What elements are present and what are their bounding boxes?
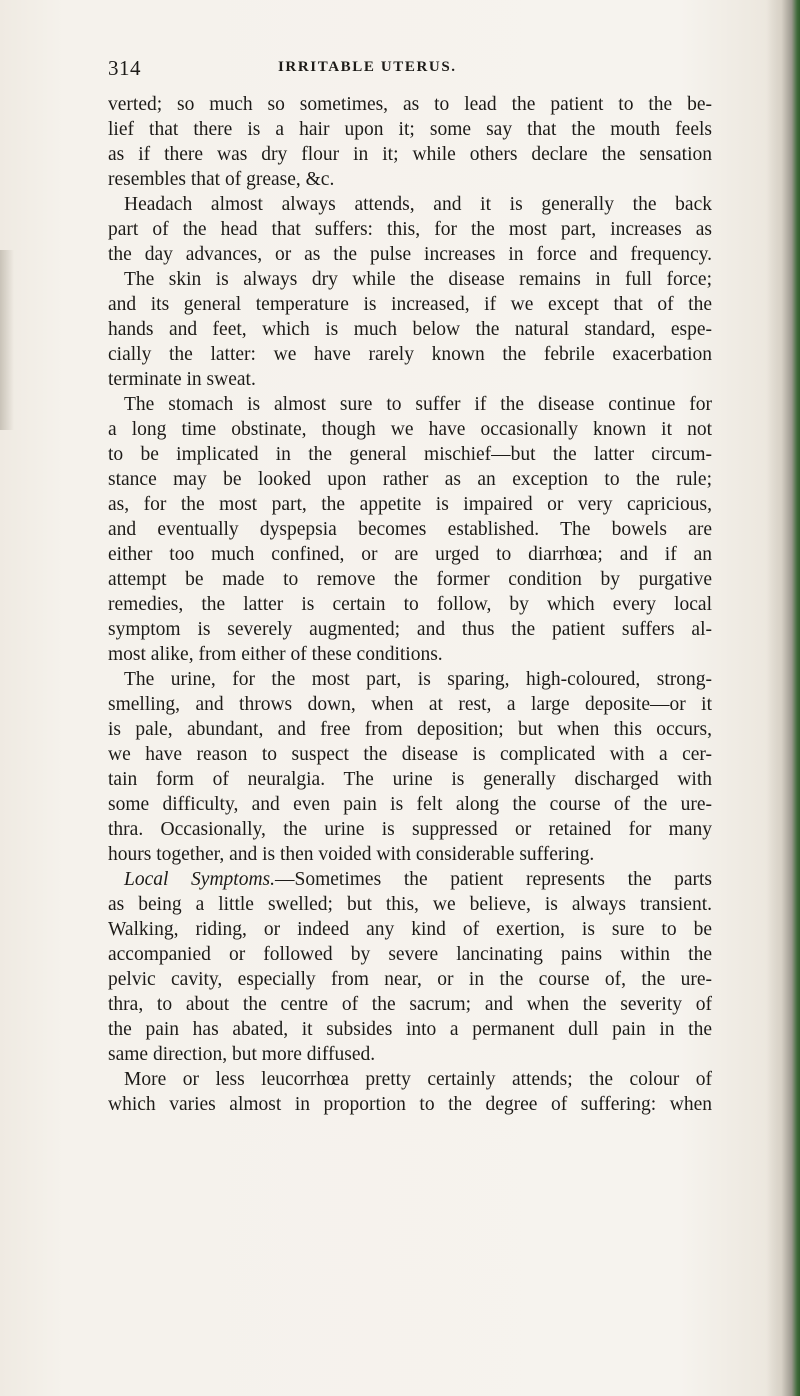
text-line: stance may be looked upon rather as an exception to the rule; xyxy=(108,469,712,490)
page-header xyxy=(108,56,712,82)
text-line: either too much confined, or are urged to diarrhœa; and if an xyxy=(108,544,712,565)
text-line: most alike, from either of these conditions. xyxy=(108,644,443,665)
text-line: we have reason to suspect the disease is complicated with a cer- xyxy=(108,744,712,765)
text-line: resembles that of grease, &c. xyxy=(108,169,335,190)
text-line: symptom is severely augmented; and thus the patient suffers al- xyxy=(108,619,712,640)
text-line: as being a little swelled; but this, we believe, is always transient. xyxy=(108,894,712,915)
paragraph-start-line: More or less leucorrhœa pretty certainly attends; the colour of xyxy=(124,1069,712,1090)
running-head: IRRITABLE UTERUS. xyxy=(278,59,457,75)
book-gutter xyxy=(766,0,800,1396)
text-line: part of the head that suffers: this, for the most part, increases as xyxy=(108,219,712,240)
text-line: is pale, abundant, and free from deposition; but when this occurs, xyxy=(108,719,712,740)
text-line: hands and feet, which is much below the natural standard, espe- xyxy=(108,319,712,340)
page-number: 314 xyxy=(108,56,141,80)
paragraph-start-line: The stomach is almost sure to suffer if the disease continue for xyxy=(124,394,712,415)
text-line: attempt be made to remove the former condition by purgative xyxy=(108,569,712,590)
text-line: smelling, and throws down, when at rest, a large deposite—or it xyxy=(108,694,712,715)
text-line: thra, to about the centre of the sacrum; and when the severity of xyxy=(108,994,712,1015)
text-line: remedies, the latter is certain to follow, by which every local xyxy=(108,594,712,615)
text-line: Walking, riding, or indeed any kind of exertion, is sure to be xyxy=(108,919,712,940)
paragraph-start-line: Headach almost always attends, and it is generally the back xyxy=(124,194,712,215)
text-line: the pain has abated, it subsides into a permanent dull pain in the xyxy=(108,1019,712,1040)
text-line: cially the latter: we have rarely known the febrile exacerbation xyxy=(108,344,712,365)
text-line: and eventually dyspepsia becomes established. The bowels are xyxy=(108,519,712,540)
body-text xyxy=(108,92,712,1117)
text-line: which varies almost in proportion to the degree of suffering: when xyxy=(108,1094,712,1115)
text-line: to be implicated in the general mischief—but the latter circum- xyxy=(108,444,712,465)
text-line: as if there was dry flour in it; while others declare the sensation xyxy=(108,144,712,165)
text-line: terminate in sweat. xyxy=(108,369,256,390)
text-line: verted; so much so sometimes, as to lead the patient to the be- xyxy=(108,94,712,115)
paragraph-start-line xyxy=(108,867,712,892)
paragraph-start-line: The urine, for the most part, is sparing, high-coloured, strong- xyxy=(124,669,712,690)
text-line: as, for the most part, the appetite is impaired or very capricious, xyxy=(108,494,712,515)
page-edge-shadow xyxy=(0,250,14,430)
section-lead-italic: Local Symptoms. xyxy=(124,869,276,890)
text-line: hours together, and is then voided with considerable suffering. xyxy=(108,844,595,865)
text-line: thra. Occasionally, the urine is suppressed or retained for many xyxy=(108,819,712,840)
section-lead-text: —Sometimes the patient represents the parts xyxy=(275,869,713,890)
text-line: some difficulty, and even pain is felt along the course of the ure- xyxy=(108,794,712,815)
text-line: lief that there is a hair upon it; some say that the mouth feels xyxy=(108,119,712,140)
text-line: a long time obstinate, though we have occasionally known it not xyxy=(108,419,712,440)
text-line: pelvic cavity, especially from near, or in the course of, the ure- xyxy=(108,969,712,990)
text-line: same direction, but more diffused. xyxy=(108,1044,376,1065)
text-line: tain form of neuralgia. The urine is generally discharged with xyxy=(108,769,712,790)
text-line: and its general temperature is increased, if we except that of the xyxy=(108,294,712,315)
paragraph-start-line: The skin is always dry while the disease remains in full force; xyxy=(124,269,712,290)
text-line: accompanied or followed by severe lancinating pains within the xyxy=(108,944,712,965)
text-line: the day advances, or as the pulse increases in force and frequency. xyxy=(108,244,712,265)
